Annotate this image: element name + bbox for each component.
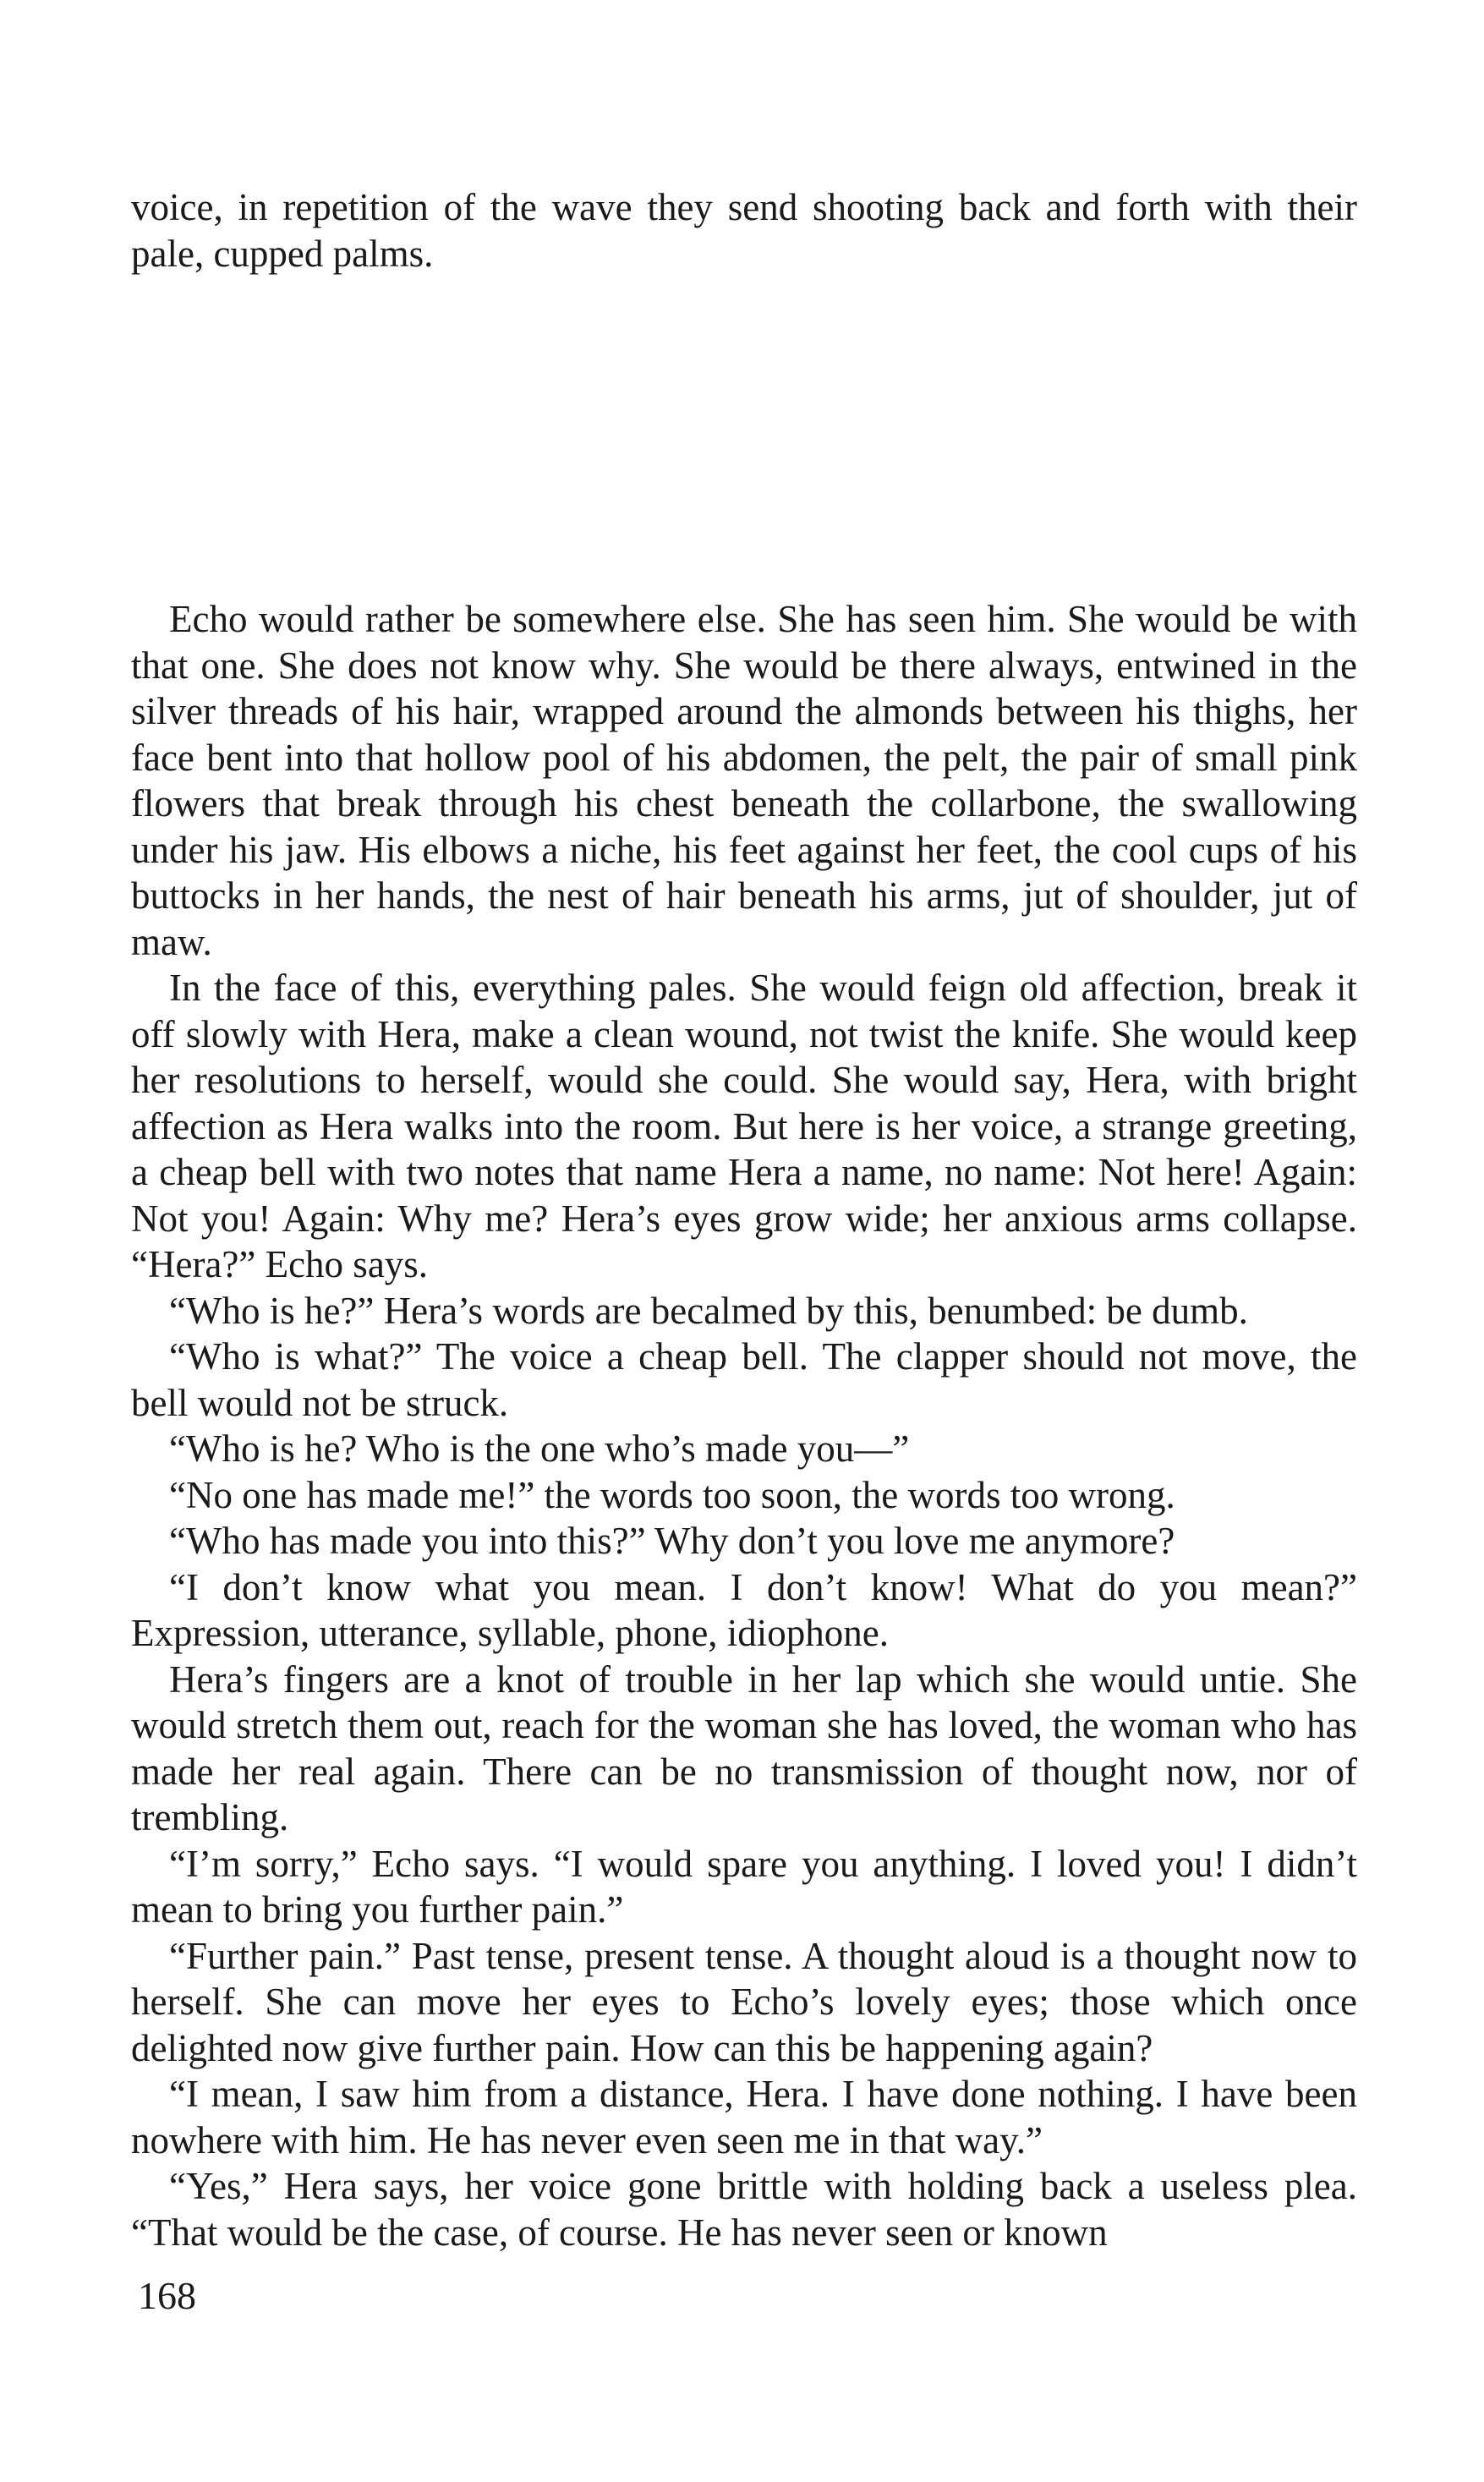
main-text-block — [131, 596, 1357, 2255]
paragraph: “Who has made you into this?” Why don’t you love me anymore? — [169, 1520, 1175, 1562]
paragraph: “Who is he? Who is the one who’s made you—” — [169, 1427, 910, 1470]
paragraph: “Who is he?” Hera’s words are becalmed by this, benumbed: be dumb. — [169, 1289, 1248, 1332]
paragraph: “I don’t know what you mean. I don’t know! What do you mean?” Expression, utterance, syllable, phone, idiophone. — [131, 1565, 1357, 1654]
page-number: 168 — [138, 2274, 196, 2317]
paragraph: “Further pain.” Past tense, present tense. A thought aloud is a thought now to herself. She can move her eyes to Echo’s lovely eyes; those which once delighted now give further pain. How can this be happening again? — [131, 1934, 1357, 2069]
paragraph: Hera’s fingers are a knot of trouble in her lap which she would untie. She would stretch them out, reach for the woman she has loved, the woman who has made her real again. There can be no transmission of thought now, nor of trembling. — [131, 1657, 1357, 1838]
paragraph: “I’m sorry,” Echo says. “I would spare you anything. I loved you! I didn’t mean to bring you further pain.” — [131, 1842, 1357, 1931]
paragraph: voice, in repetition of the wave they send shooting back and forth with their pale, cupped palms. — [131, 186, 1357, 275]
paragraph: In the face of this, everything pales. She would feign old affection, break it off slowly with Hera, make a clean wound, not twist the knife. She would keep her resolutions to herself, would she could. She would say, Hera, with bright affection as Hera walks into the room. But here is her voice, a strange greeting, a cheap bell with two notes that name Hera a name, no name: Not here! Again: Not you! Again: Why me? Hera’s eyes grow wide; her anxious arms collapse. “Hera?” Echo says. — [131, 967, 1357, 1285]
paragraph: “Who is what?” The voice a cheap bell. The clapper should not move, the bell would not be struck. — [131, 1335, 1357, 1424]
paragraph: “No one has made me!” the words too soon, the words too wrong. — [169, 1473, 1175, 1516]
paragraph: “Yes,” Hera says, her voice gone brittle with holding back a useless plea. “That would be the case, of course. He has never seen or known — [131, 2165, 1357, 2254]
continuation-paragraph-block — [131, 184, 1357, 277]
paragraph: Echo would rather be somewhere else. She has seen him. She would be with that one. She does not know why. She would be there always, entwined in the silver threads of his hair, wrapped around the almonds between his thighs, her face bent into that hollow pool of his abdomen, the pelt, the pair of small pink flowers that break through his chest beneath the collarbone, the swallowing under his jaw. His elbows a niche, his feet against her feet, the cool cups of his buttocks in her hands, the nest of hair beneath his arms, jut of shoulder, jut of maw. — [131, 598, 1357, 963]
paragraph: “I mean, I saw him from a distance, Hera. I have done nothing. I have been nowhere with him. He has never even seen me in that way.” — [131, 2073, 1357, 2161]
